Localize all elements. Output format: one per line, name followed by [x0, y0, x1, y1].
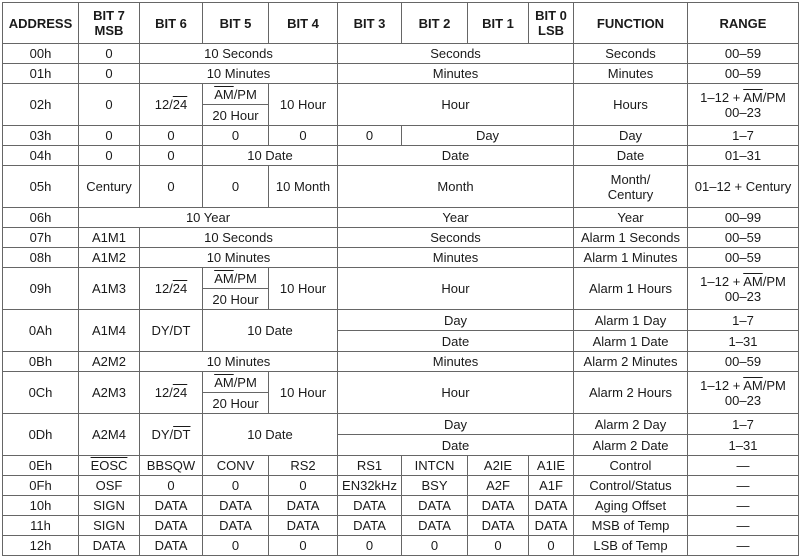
cell: 20 Hour: [203, 289, 269, 310]
cell-text-overlined: $\overline{AM}$: [743, 89, 763, 105]
cell: Day: [402, 126, 574, 146]
cell: [203, 268, 269, 289]
cell: DATA: [338, 516, 402, 536]
cell: 00–59: [688, 352, 799, 372]
cell: 0: [203, 126, 269, 146]
header-bit1: BIT 1: [468, 3, 529, 44]
cell-text: 12/: [154, 97, 173, 112]
cell: 0: [79, 126, 140, 146]
cell: Hour: [338, 372, 574, 414]
cell: 00–59: [688, 228, 799, 248]
cell: 03h: [3, 126, 79, 146]
header-bit0: [529, 3, 574, 44]
cell-text: 12/: [154, 281, 173, 296]
cell: Seconds: [338, 44, 574, 64]
cell-text: 12/: [154, 385, 173, 400]
cell-text-overlined: $\overline{DT}$: [173, 427, 191, 442]
cell-text: /PM: [233, 86, 257, 102]
cell: A2F: [468, 476, 529, 496]
cell-text-overlined: EOSC: [90, 458, 128, 473]
header-function: FUNCTION: [574, 3, 688, 44]
cell-text-overlined: $\overline{AM}$: [214, 374, 234, 390]
cell: Hour: [338, 268, 574, 310]
cell: 10 Date: [203, 310, 338, 352]
cell: 01–12 + Century: [688, 166, 799, 208]
cell: Aging Offset: [574, 496, 688, 516]
cell: A1M1: [79, 228, 140, 248]
cell: Alarm 1 Hours: [574, 268, 688, 310]
cell: Alarm 1 Date: [574, 331, 688, 352]
cell: BSY: [402, 476, 468, 496]
cell: 00h: [3, 44, 79, 64]
cell: DATA: [402, 496, 468, 516]
cell: 09h: [3, 268, 79, 310]
cell: 0: [203, 536, 269, 556]
cell: 01h: [3, 64, 79, 84]
cell: DATA: [529, 516, 574, 536]
cell: 20 Hour: [203, 393, 269, 414]
cell-text: /PM: [233, 374, 257, 390]
cell: Date: [338, 146, 574, 166]
cell: 04h: [3, 146, 79, 166]
cell: Seconds: [338, 228, 574, 248]
cell: A2M3: [79, 372, 140, 414]
cell: MSB of Temp: [574, 516, 688, 536]
cell: OSF: [79, 476, 140, 496]
table-row: [3, 536, 799, 556]
cell: DATA: [468, 516, 529, 536]
cell: DATA: [140, 496, 203, 516]
cell: 10 Month: [269, 166, 338, 208]
cell: 1–31: [688, 331, 799, 352]
cell-text: DY/: [151, 427, 174, 442]
cell: Minutes: [574, 64, 688, 84]
cell: 05h: [3, 166, 79, 208]
cell: 0: [269, 476, 338, 496]
cell: 0: [140, 126, 203, 146]
cell: 10 Hour: [269, 268, 338, 310]
cell: 0: [79, 64, 140, 84]
table-row: [3, 84, 799, 105]
cell: A1IE: [529, 456, 574, 476]
table-row: [3, 496, 799, 516]
cell-text: /PM: [762, 273, 786, 289]
table-row: [3, 456, 799, 476]
table-row: [3, 352, 799, 372]
cell: 10 Hour: [269, 372, 338, 414]
cell: Day: [574, 126, 688, 146]
cell-text-overlined: $\overline{AM}$: [214, 270, 234, 286]
cell-text: 00–23: [724, 288, 762, 304]
cell: A1M3: [79, 268, 140, 310]
cell: Alarm 2 Hours: [574, 372, 688, 414]
cell: 10 Hour: [269, 84, 338, 126]
cell: 0: [468, 536, 529, 556]
cell: 20 Hour: [203, 105, 269, 126]
header-bit4: BIT 4: [269, 3, 338, 44]
cell: Control/Status: [574, 476, 688, 496]
cell: [203, 372, 269, 393]
cell-text: 00–23: [724, 392, 762, 408]
cell: Year: [338, 208, 574, 228]
cell: [574, 166, 688, 208]
cell: 0Fh: [3, 476, 79, 496]
cell: DATA: [529, 496, 574, 516]
cell: [688, 372, 799, 414]
cell: DY/DT: [140, 310, 203, 352]
cell-text-overlined: $\overline{AM}$: [743, 273, 763, 289]
table-row: [3, 516, 799, 536]
cell: Date: [338, 435, 574, 456]
cell: 00–59: [688, 44, 799, 64]
cell: 10 Minutes: [140, 248, 338, 268]
cell: 0: [338, 536, 402, 556]
cell: DATA: [140, 536, 203, 556]
cell-text-overlined: 24: [172, 281, 188, 296]
cell: 0: [140, 166, 203, 208]
cell: CONV: [203, 456, 269, 476]
cell-text: Month/: [610, 171, 651, 187]
cell: 0: [79, 44, 140, 64]
cell: Minutes: [338, 352, 574, 372]
table-row: [3, 64, 799, 84]
cell: 10h: [3, 496, 79, 516]
table-row: [3, 476, 799, 496]
cell: RS2: [269, 456, 338, 476]
register-map-table: [2, 2, 799, 556]
header-text: BIT 0: [535, 8, 567, 23]
cell: DATA: [203, 496, 269, 516]
cell: 0: [140, 146, 203, 166]
cell: DATA: [338, 496, 402, 516]
cell: 0: [203, 476, 269, 496]
table-row: [3, 228, 799, 248]
cell: A2IE: [468, 456, 529, 476]
cell: —: [688, 536, 799, 556]
cell: 00–59: [688, 248, 799, 268]
table-row: [3, 310, 799, 331]
cell: 00–99: [688, 208, 799, 228]
cell: Alarm 2 Minutes: [574, 352, 688, 372]
cell-text-overlined: $\overline{AM}$: [214, 86, 234, 102]
cell: 10 Minutes: [140, 64, 338, 84]
cell: Alarm 1 Day: [574, 310, 688, 331]
cell: 10 Year: [79, 208, 338, 228]
cell: Control: [574, 456, 688, 476]
cell: Century: [79, 166, 140, 208]
table-row: [3, 414, 799, 435]
cell: 0: [529, 536, 574, 556]
cell-text: Century: [607, 186, 654, 202]
cell: 0: [79, 146, 140, 166]
cell-text-overlined: $\overline{AM}$: [743, 377, 763, 393]
table-row: [3, 44, 799, 64]
cell: Day: [338, 310, 574, 331]
table-row: [3, 146, 799, 166]
cell-text: 00–23: [724, 104, 762, 120]
cell-text: /PM: [233, 270, 257, 286]
cell: 0: [79, 84, 140, 126]
cell: 10 Minutes: [140, 352, 338, 372]
header-bit5: BIT 5: [203, 3, 269, 44]
cell: 0: [402, 536, 468, 556]
table-row: [3, 126, 799, 146]
cell: 10 Seconds: [140, 44, 338, 64]
header-text: LSB: [538, 23, 564, 38]
cell: —: [688, 496, 799, 516]
cell: 0Eh: [3, 456, 79, 476]
cell: 07h: [3, 228, 79, 248]
header-bit6: BIT 6: [140, 3, 203, 44]
header-bit7: [79, 3, 140, 44]
cell: Date: [574, 146, 688, 166]
cell: 00–59: [688, 64, 799, 84]
cell: Alarm 2 Day: [574, 414, 688, 435]
cell: 0: [140, 476, 203, 496]
cell: A1F: [529, 476, 574, 496]
cell: RS1: [338, 456, 402, 476]
cell: A2M4: [79, 414, 140, 456]
table-row: [3, 166, 799, 208]
cell: Alarm 1 Seconds: [574, 228, 688, 248]
cell: 01–31: [688, 146, 799, 166]
cell: 0Dh: [3, 414, 79, 456]
cell: DATA: [140, 516, 203, 536]
cell: 11h: [3, 516, 79, 536]
cell: Hour: [338, 84, 574, 126]
table-row: [3, 268, 799, 289]
cell: 06h: [3, 208, 79, 228]
cell: 1–7: [688, 310, 799, 331]
cell-text: /PM: [762, 377, 786, 393]
cell: 02h: [3, 84, 79, 126]
cell: 0Bh: [3, 352, 79, 372]
cell: —: [688, 516, 799, 536]
cell: 0Ah: [3, 310, 79, 352]
cell: —: [688, 476, 799, 496]
cell: 10 Date: [203, 146, 338, 166]
cell-text-overlined: 24: [172, 97, 188, 112]
cell: [688, 84, 799, 126]
table-row: [3, 248, 799, 268]
cell: 08h: [3, 248, 79, 268]
cell: Month: [338, 166, 574, 208]
cell: SIGN: [79, 516, 140, 536]
table-row: [3, 372, 799, 393]
cell: DATA: [79, 536, 140, 556]
cell: BBSQW: [140, 456, 203, 476]
header-bit3: BIT 3: [338, 3, 402, 44]
cell: 10 Seconds: [140, 228, 338, 248]
cell: [140, 414, 203, 456]
cell: 1–31: [688, 435, 799, 456]
cell: [688, 268, 799, 310]
cell: 0Ch: [3, 372, 79, 414]
cell: [79, 456, 140, 476]
cell: 0: [269, 126, 338, 146]
cell: [140, 84, 203, 126]
header-address: ADDRESS: [3, 3, 79, 44]
cell: 1–7: [688, 414, 799, 435]
cell: Hours: [574, 84, 688, 126]
header-row: [3, 3, 799, 44]
cell: [203, 84, 269, 105]
cell: 0: [338, 126, 402, 146]
cell: EN32kHz: [338, 476, 402, 496]
cell: A1M4: [79, 310, 140, 352]
cell: Alarm 2 Date: [574, 435, 688, 456]
cell: Seconds: [574, 44, 688, 64]
cell: 10 Date: [203, 414, 338, 456]
header-text: BIT 7: [93, 8, 125, 23]
cell: DATA: [203, 516, 269, 536]
cell: LSB of Temp: [574, 536, 688, 556]
cell: 0: [269, 536, 338, 556]
cell: —: [688, 456, 799, 476]
cell: INTCN: [402, 456, 468, 476]
cell-text: 1–12 +: [700, 377, 744, 393]
cell: Day: [338, 414, 574, 435]
cell: DATA: [468, 496, 529, 516]
header-text: MSB: [94, 23, 124, 38]
table-row: [3, 208, 799, 228]
cell: DATA: [269, 516, 338, 536]
cell: Minutes: [338, 64, 574, 84]
cell: A2M2: [79, 352, 140, 372]
header-bit2: BIT 2: [402, 3, 468, 44]
cell: 0: [203, 166, 269, 208]
cell: Alarm 1 Minutes: [574, 248, 688, 268]
cell: 12h: [3, 536, 79, 556]
cell: Year: [574, 208, 688, 228]
cell-text: 1–12 +: [700, 89, 744, 105]
cell: 1–7: [688, 126, 799, 146]
cell-text: /PM: [762, 89, 786, 105]
cell: DATA: [402, 516, 468, 536]
cell: Minutes: [338, 248, 574, 268]
cell: DATA: [269, 496, 338, 516]
cell: A1M2: [79, 248, 140, 268]
cell: [140, 372, 203, 414]
cell: Date: [338, 331, 574, 352]
cell: SIGN: [79, 496, 140, 516]
cell-text: 1–12 +: [700, 273, 744, 289]
cell-text-overlined: 24: [172, 385, 188, 400]
header-range: RANGE: [688, 3, 799, 44]
cell: [140, 268, 203, 310]
